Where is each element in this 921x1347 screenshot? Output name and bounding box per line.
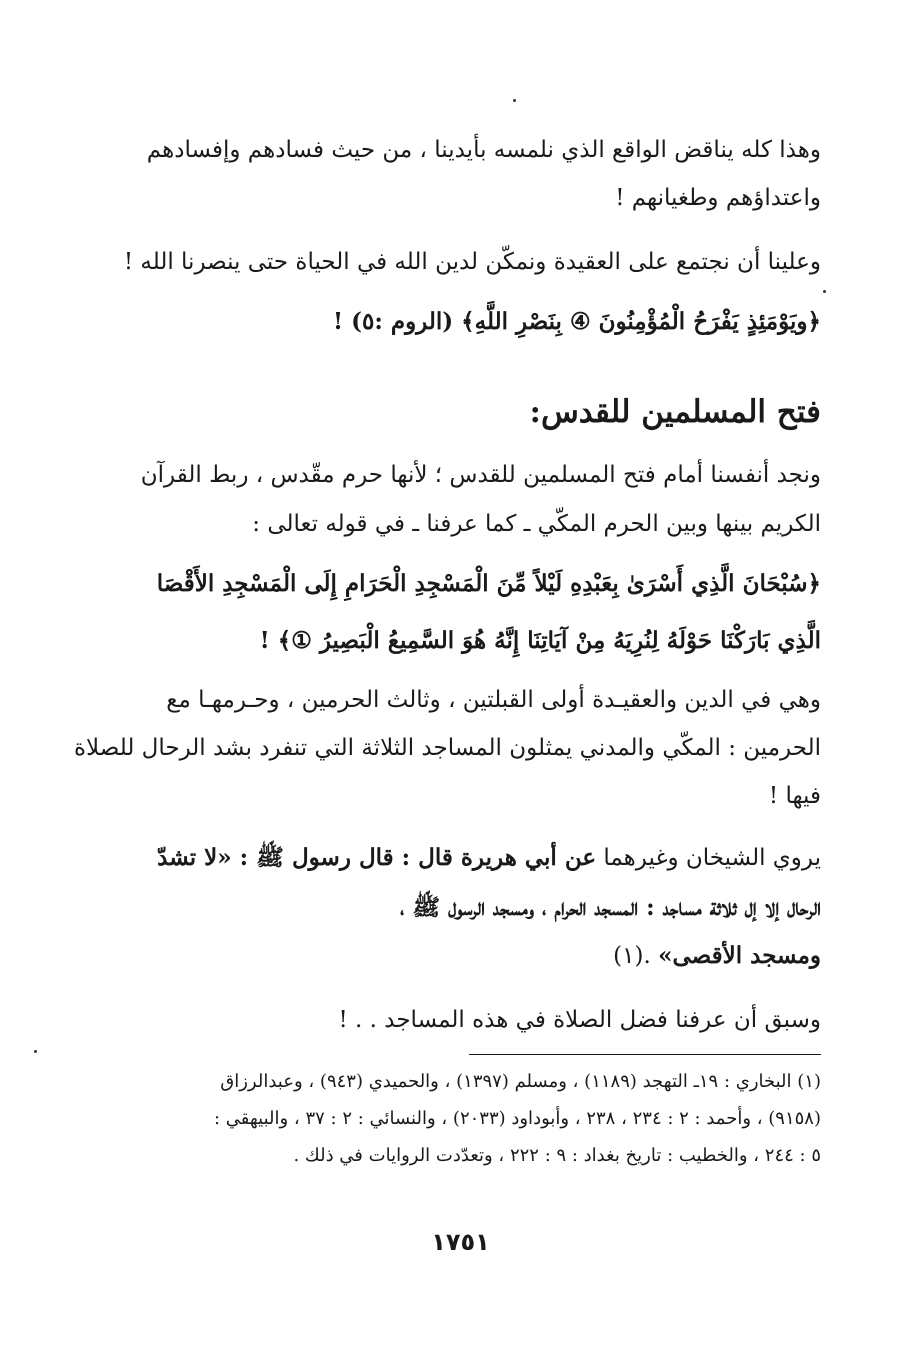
paragraph-3-line-1: ونجد أنفسنا أمام فتح المسلمين للقدس ؛ لأنها حرم مقّدس ، ربط القرآن	[140, 462, 821, 488]
quran-verse-rum: ﴿ويَوْمَئِذٍ يَفْرَحُ الْمُؤْمِنُونَ ④ بِنَصْرِ اللَّهِ﴾ (الروم :٥) !	[332, 308, 821, 335]
scan-speck	[34, 1050, 37, 1053]
hadith-text-end: ومسجد الأقصى»	[658, 942, 821, 969]
paragraph-4-line-1: وهي في الدين والعقيـدة أولى القبلتين ، وثالث الحرمين ، وحـرمهـا مع	[166, 687, 821, 713]
hadith-text-start: عن أبي هريرة قال : قال رسول ﷺ : «لا تشدّ	[157, 844, 597, 871]
quran-verse-isra-line-2: الَّذِي بَارَكْنَا حَوْلَهُ لِنُرِيَهُ مِنْ آيَاتِنَا إِنَّهُ هُوَ السَّمِيعُ الْبَصِيرُ ①﴾ !	[259, 627, 821, 654]
quran-verse-isra-line-1: ﴿سُبْحَانَ الَّذِي أَسْرَىٰ بِعَبْدِهِ لَيْلاً مِّنَ الْمَسْجِدِ الْحَرَامِ إِلَى الْمَسْجِدِ الأَقْصَا	[156, 570, 821, 597]
paragraph-1-line-2: واعتداؤهم وطغيانهم !	[615, 185, 821, 211]
paragraph-1-line-1: وهذا كله يناقض الواقع الذي نلمسه بأيدينا ، من حيث فسادهم وإفسادهم	[146, 137, 821, 163]
hadith-line-2: الرحال إلا إل ثلاثة مساجد : المسجد الحرام ، ومسجد الرسول ﷺ ،	[399, 894, 821, 921]
footnote-reference: .(١)	[613, 943, 651, 969]
footnote-separator	[469, 1054, 821, 1055]
paragraph-4-line-2: الحرمين : المكّي والمدني يمثلون المساجد الثلاثة التي تنفرد بشد الرحال للصلاة	[74, 735, 821, 761]
hadith-line-1	[100, 838, 821, 878]
footnote-line-3: ٥ : ٢٤٤ ، والخطيب : تاريخ بغداد : ٩ : ٢٢٢ ، وتعدّدت الروايات في ذلك .	[293, 1145, 821, 1166]
hadith-intro: يروي الشيخان وغيرهما	[603, 845, 821, 871]
scan-speck	[823, 290, 826, 293]
paragraph-4-line-3: فيها !	[768, 783, 821, 809]
footnote-line-2: (٩١٥٨) ، وأحمد : ٢ : ٢٣٤ ، ٢٣٨ ، وأبوداود (٢٠٣٣) ، والنسائي : ٢ : ٣٧ ، والبيهقي :	[213, 1108, 821, 1129]
scan-speck	[513, 99, 516, 102]
page-number: ١٧٥١	[431, 1228, 490, 1256]
footnote-line-1: (١) البخاري : ١٩ـ التهجد (١١٨٩) ، ومسلم (١٣٩٧) ، والحميدي (٩٤٣) ، وعبدالرزاق	[220, 1071, 821, 1092]
paragraph-6-line-1: وسبق أن عرفنا فضل الصلاة في هذه المساجد . . !	[338, 1007, 821, 1033]
paragraph-3-line-2: الكريم بينها وبين الحرم المكّي ـ كما عرفنا ـ في قوله تعالى :	[252, 511, 821, 537]
paragraph-2-line-1: وعلينا أن نجتمع على العقيدة ونمكّن لدين الله في الحياة حتى ينصرنا الله !	[123, 249, 821, 275]
hadith-line-3	[100, 936, 821, 976]
section-heading: فتح المسلمين للقدس:	[529, 394, 821, 430]
